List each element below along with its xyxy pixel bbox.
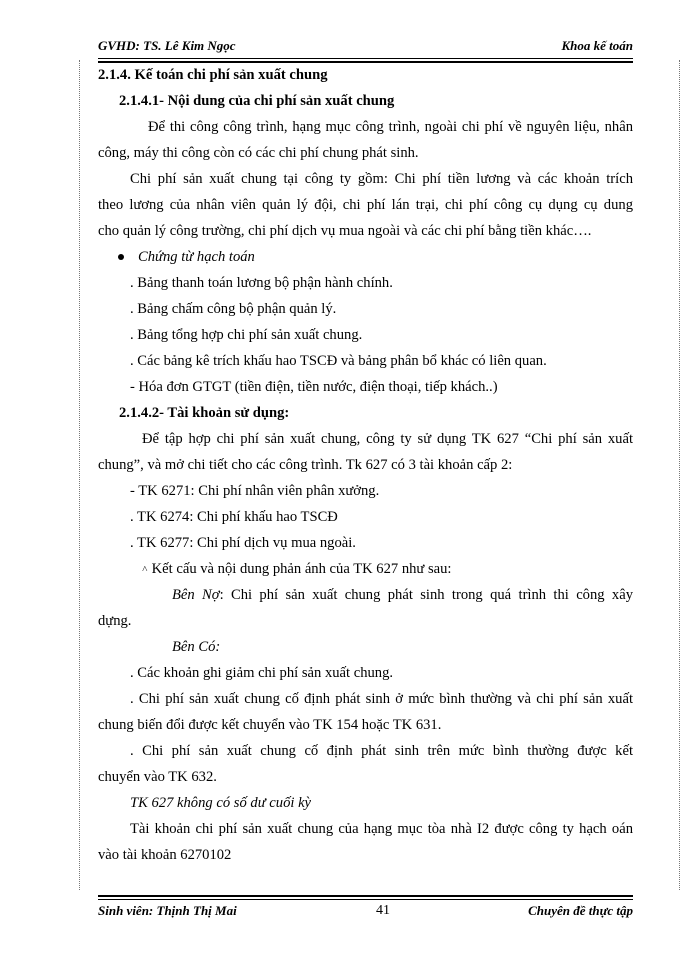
credit-item-3-line-1: . Chi phí sản xuất chung cố định phát sinh trên mức bình thường được kết [130,743,634,759]
paragraph-2-line-3: cho quản lý công trường, chi phí dịch vụ mua ngoài và các chi phí bằng tiền khác…. [98,223,592,239]
document-item-5: - Hóa đơn GTGT (tiền điện, tiền nước, điện thoại, tiếp khách..) [130,379,498,395]
header-rule-thick [98,61,633,63]
subsection-heading-2-1-4-2: 2.1.4.2- Tài khoản sử dụng: [119,405,290,421]
account-6277: . TK 6277: Chi phí dịch vụ mua ngoài. [130,535,356,551]
page-border-left [79,60,80,890]
bullet-dot-icon [118,254,124,260]
paragraph-1-line-2: công, máy thi công còn có các chi phí chung phát sinh. [98,145,419,161]
footer-rule-thick [98,895,633,897]
paragraph-4-line-1: Tài khoản chi phí sản xuất chung của hạng mục tòa nhà I2 được công ty hạch oán [130,821,633,837]
page-border-right [679,60,680,890]
footer-student: Sinh viên: Thịnh Thị Mai [98,903,237,918]
credit-item-2-text: Chi phí sản xuất chung cố định phát sinh ở mức bình thường và chi phí sản xuất [138,691,634,707]
document-item-4-text: Các bảng kê trích khấu hao TSCĐ và bảng phân bổ khác có liên quan. [137,353,547,369]
document-item-2-text: Bảng chấm công bộ phận quản lý. [137,301,337,317]
credit-item-3-line-2: chuyển vào TK 632. [98,769,217,785]
debit-label: Bên Nợ [172,587,220,603]
page-number: 41 [376,903,390,918]
account-6274: . TK 6274: Chi phí khấu hao TSCĐ [130,509,338,525]
credit-item-1: . Các khoản ghi giảm chi phí sản xuất chung. [130,665,394,681]
document-item-3: . Bảng tổng hợp chi phí sản xuất chung. [130,327,363,343]
page-header [98,38,633,60]
no-balance-note: TK 627 không có số dư cuối kỳ [130,795,312,811]
paragraph-3-line-2: chung”, và mở chi tiết cho các công trình. Tk 627 có 3 tài khoản cấp 2: [98,457,513,473]
structure-note-text: Kết cấu và nội dung phản ánh của TK 627 như sau: [151,561,452,577]
credit-item-3-text: Chi phí sản xuất chung cố định phát sinh trên mức bình thường được kết [142,743,634,759]
account-6274-text: TK 6274: Chi phí khấu hao TSCĐ [137,509,338,525]
document-item-2: . Bảng chấm công bộ phận quản lý. [130,301,337,317]
subsection-heading-2-1-4-1: 2.1.4.1- Nội dung của chi phí sản xuất chung [119,93,395,109]
paragraph-2-line-1: Chi phí sản xuất chung tại công ty gồm: Chi phí tiền lương và các khoản trích [130,171,633,187]
account-6271: - TK 6271: Chi phí nhân viên phân xưởng. [130,483,380,499]
paragraph-4-line-2: vào tài khoản 6270102 [98,847,232,863]
document-item-3-text: Bảng tổng hợp chi phí sản xuất chung. [137,327,363,343]
paragraph-3-line-1: Để tập hợp chi phí sản xuất chung, công ty sử dụng TK 627 “Chi phí sản xuất [142,431,633,447]
header-rule [98,58,633,59]
header-advisor: GVHD: TS. Lê Kim Ngọc [98,38,236,53]
document-item-1-text: Bảng thanh toán lương bộ phận hành chính. [137,275,393,291]
bullet-heading-text: Chứng từ hạch toán [138,249,255,265]
paragraph-2-line-2: theo lương của nhân viên quản lý đội, chi phí lán trại, chi phí công cụ dụng cụ dung [98,197,633,213]
credit-item-2-line-2: chung biến đổi được kết chuyển vào TK 154 hoặc TK 631. [98,717,442,733]
debit-side-line-2: dựng. [98,613,132,629]
document-item-1: . Bảng thanh toán lương bộ phận hành chính. [130,275,393,291]
paragraph-1-line-1: Để thi công công trình, hạng mục công trình, ngoài chi phí về nguyên liệu, nhân [148,119,633,135]
bullet-documents-heading [118,248,255,266]
footer-report-type: Chuyên đề thực tập [528,903,633,918]
header-department: Khoa kế toán [561,38,633,53]
structure-note [142,560,452,580]
credit-item-2-line-1: . Chi phí sản xuất chung cố định phát sinh ở mức bình thường và chi phí sản xuất [130,691,634,707]
credit-item-1-text: Các khoản ghi giảm chi phí sản xuất chung. [137,665,394,681]
account-6277-text: TK 6277: Chi phí dịch vụ mua ngoài. [137,535,356,551]
debit-text: : Chi phí sản xuất chung phát sinh trong quá trình thi công xây [219,587,633,603]
debit-side-line-1 [172,586,633,604]
arrow-bullet-icon: ˄ [142,564,148,575]
footer-rule [98,899,633,900]
page-footer [98,903,633,923]
credit-label: Bên Có: [172,639,221,655]
section-heading-2-1-4: 2.1.4. Kế toán chi phí sản xuất chung [98,67,328,83]
document-item-4: . Các bảng kê trích khấu hao TSCĐ và bảng phân bổ khác có liên quan. [130,353,547,369]
